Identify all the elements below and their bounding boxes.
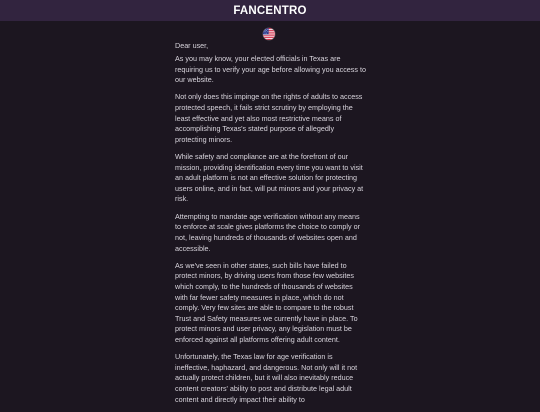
us-flag-graphic — [263, 28, 275, 40]
letter-paragraph: Not only does this impinge on the rights of adults to access protected speech, it fails strict scrutiny by employing the least effective and yet also most restrictive means of accomplishing Texas's stated purpose of allegedly protecting minors. — [175, 92, 363, 144]
age-verification-letter — [175, 41, 367, 412]
top-bar — [0, 0, 540, 21]
letter-paragraph: As you may know, your elected officials in Texas are requiring us to verify your age before allowing you access to our website. — [175, 53, 366, 85]
site-logo[interactable]: FANCENTRO — [233, 4, 307, 17]
letter-paragraph: While safety and compliance are at the forefront of our mission, providing identification every time you want to visit an adult platform is not an effective solution for protecting users online, and in fact, will put minors and your privacy at risk. — [175, 152, 364, 204]
us-flag-icon — [263, 28, 275, 40]
letter-paragraph: As we've seen in other states, such bills have failed to protect minors, by driving users from those few websites which comply, to the hundreds of thousands of websites with far fewer safety measures in place, which do not comply. Very few sites are able to compare to the robust Trust and Safety measures we currently have in place. To protect minors and user privacy, any legislation must be enforced against all platforms offering adult content. — [175, 260, 358, 344]
letter-greeting: Dear user, — [175, 41, 209, 50]
letter-paragraph: Attempting to mandate age verification without any means to enforce at scale gives platforms the choice to comply or not, leaving hundreds of thousands of websites open and accessible. — [175, 211, 360, 253]
letter-paragraph: Unfortunately, the Texas law for age verification is ineffective, haphazard, and dangerous. Not only will it not actually protect children, but it will also inevitably reduce content creators' ability to post and distribute legal adult content and directly impact their ability to — [175, 352, 358, 404]
